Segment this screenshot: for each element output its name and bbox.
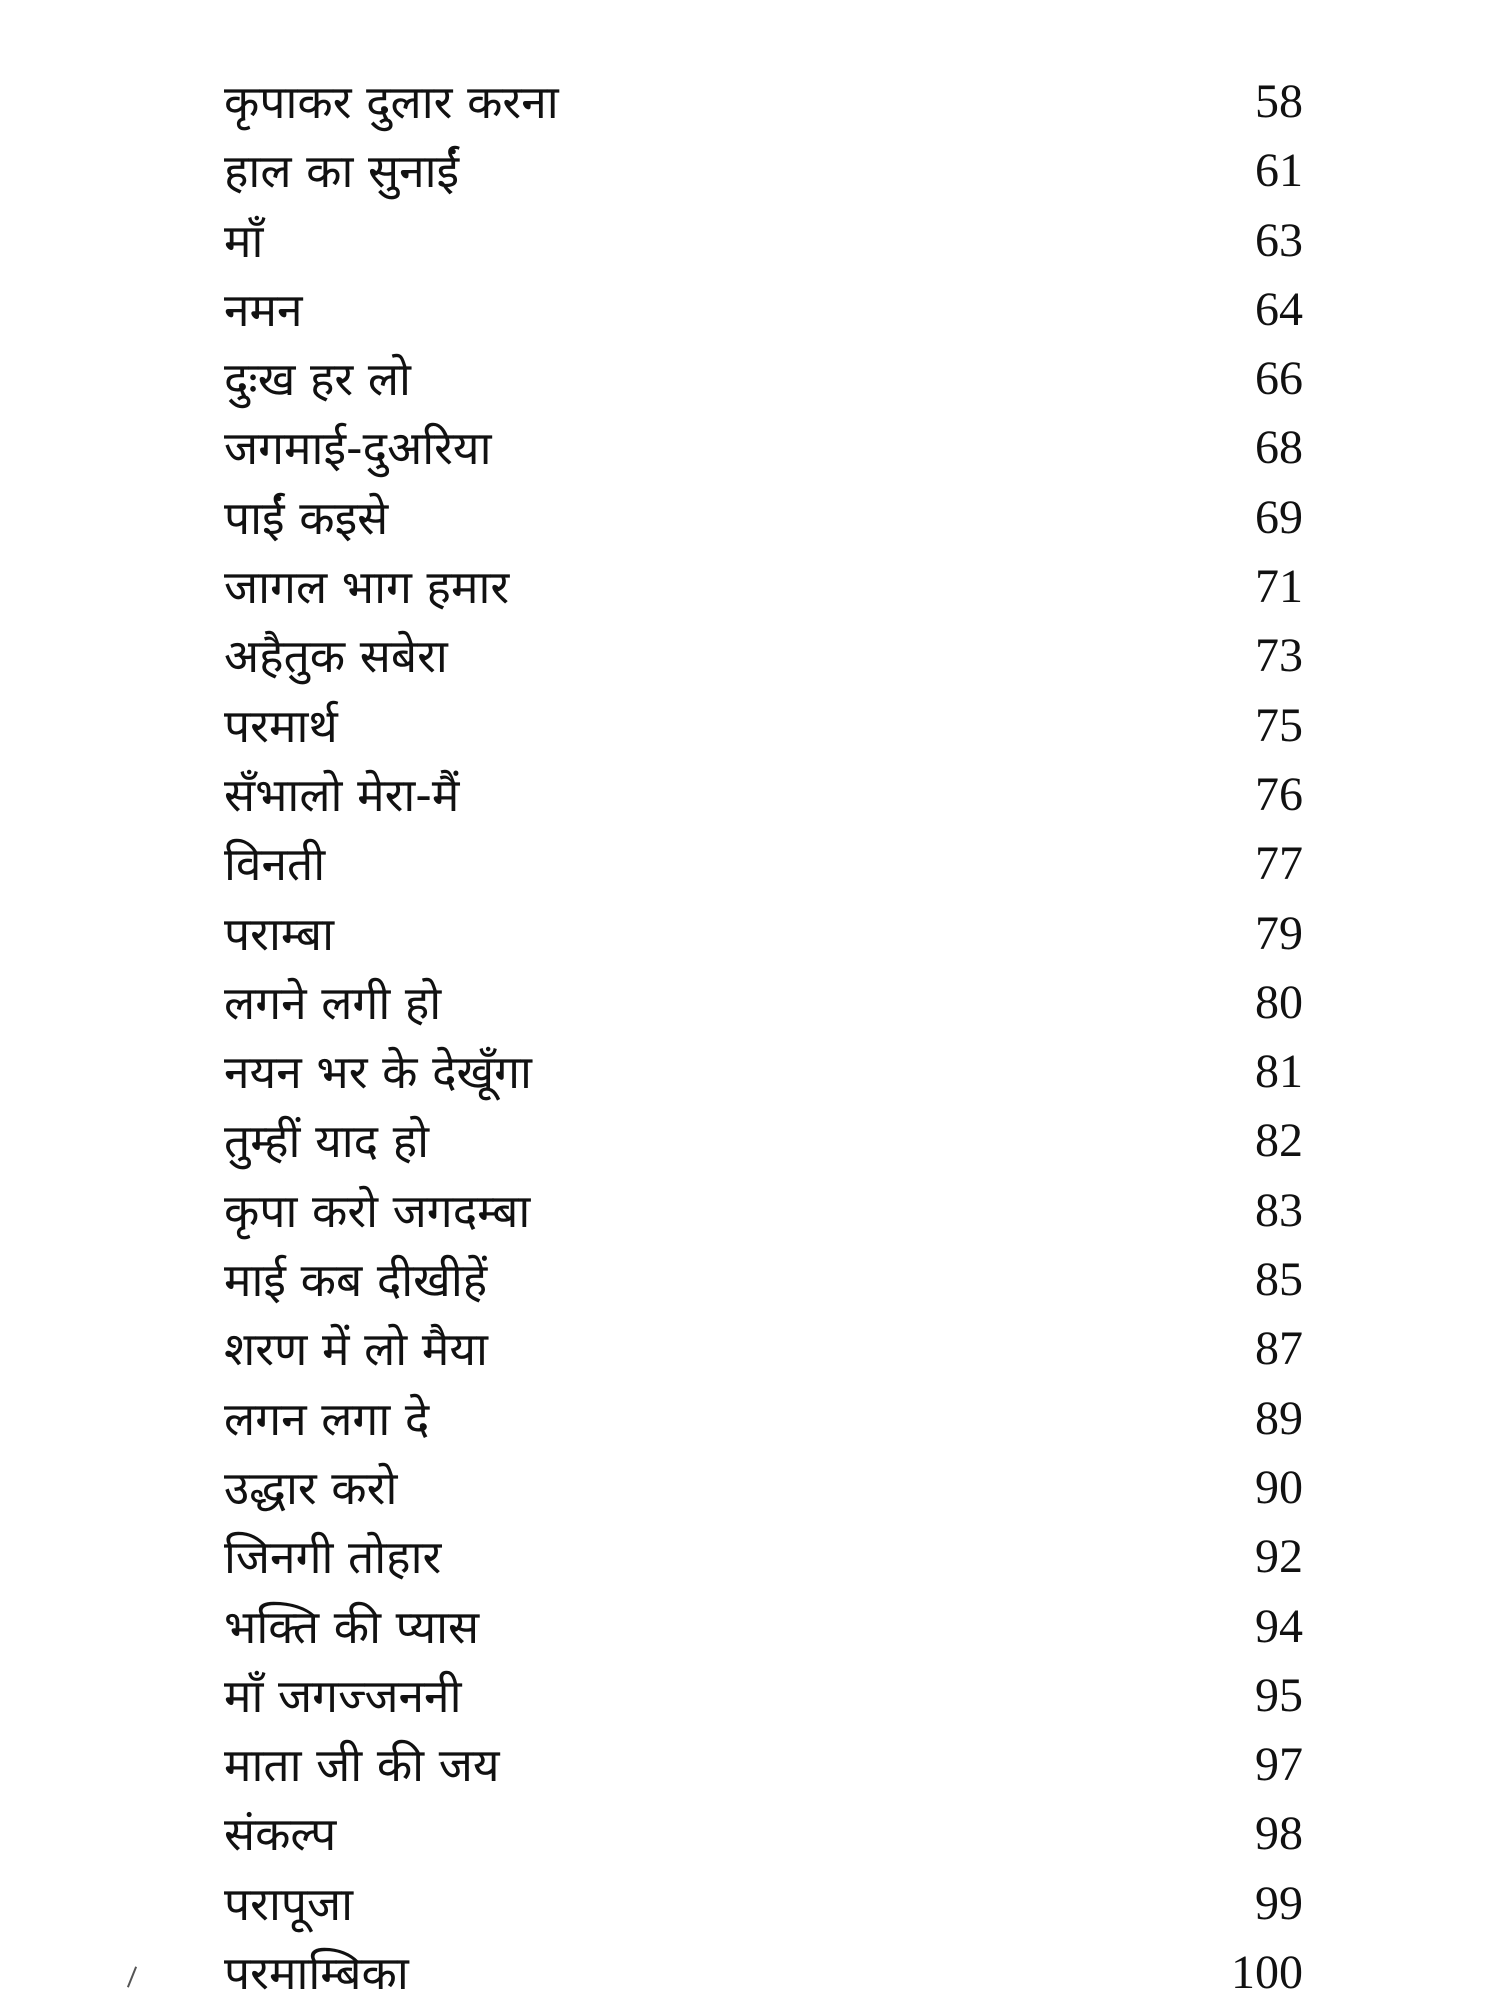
toc-entry-title: पराम्बा: [224, 906, 334, 961]
toc-entry: [0, 1943, 1500, 2012]
table-of-contents: [0, 72, 1500, 2012]
toc-entry-title: परमार्थ: [224, 698, 338, 753]
toc-entry: [0, 418, 1500, 487]
toc-entry-page: 89: [1255, 1391, 1303, 1445]
toc-entry-page: 92: [1255, 1530, 1303, 1584]
toc-entry: [0, 280, 1500, 349]
toc-entry-page: 90: [1255, 1460, 1303, 1514]
toc-entry-title: अहैतुक सबेरा: [224, 629, 448, 684]
toc-entry-page: 100: [1231, 1946, 1303, 2000]
toc-entry-page: 79: [1255, 906, 1303, 960]
toc-entry-title: विनती: [224, 837, 326, 892]
toc-entry-page: 75: [1255, 698, 1303, 752]
toc-entry: [0, 1804, 1500, 1873]
toc-entry-title: जागल भाग हमार: [224, 560, 510, 615]
toc-entry-page: 71: [1255, 560, 1303, 614]
toc-entry-title: पाईं कइसे: [224, 490, 389, 545]
toc-entry: [0, 1042, 1500, 1111]
toc-entry-title: संकल्प: [224, 1807, 337, 1862]
toc-entry-page: 73: [1255, 629, 1303, 683]
toc-entry: [0, 696, 1500, 765]
toc-entry-title: माँ: [224, 213, 264, 268]
toc-entry: [0, 211, 1500, 280]
toc-entry: [0, 1319, 1500, 1388]
toc-entry-page: 83: [1255, 1183, 1303, 1237]
toc-entry-page: 81: [1255, 1045, 1303, 1099]
toc-entry-title: शरण में लो मैया: [224, 1322, 488, 1377]
toc-entry: [0, 626, 1500, 695]
toc-entry: [0, 904, 1500, 973]
toc-entry-page: 64: [1255, 282, 1303, 336]
toc-entry-title: उद्धार करो: [224, 1460, 398, 1515]
toc-entry-page: 77: [1255, 837, 1303, 891]
toc-entry: [0, 973, 1500, 1042]
toc-entry-title: लगने लगी हो: [224, 975, 442, 1030]
toc-entry: [0, 557, 1500, 626]
toc-entry-page: 94: [1255, 1599, 1303, 1653]
toc-entry: [0, 488, 1500, 557]
toc-entry-title: माई कब दीखीहें: [224, 1253, 488, 1308]
toc-entry: [0, 349, 1500, 418]
toc-entry: [0, 1389, 1500, 1458]
toc-entry-title: परमाम्बिका: [224, 1946, 409, 2001]
toc-entry-page: 80: [1255, 975, 1303, 1029]
toc-entry: [0, 1874, 1500, 1943]
toc-entry-title: नमन: [224, 282, 303, 337]
toc-entry-page: 85: [1255, 1253, 1303, 1307]
toc-entry-title: कृपाकर दुलार करना: [224, 75, 559, 129]
toc-entry-title: जगमाई-दुअरिया: [224, 421, 492, 476]
toc-entry: [0, 1666, 1500, 1735]
toc-entry-page: 98: [1255, 1807, 1303, 1861]
toc-entry: [0, 1735, 1500, 1804]
toc-entry-title: तुम्हीं याद हो: [224, 1114, 430, 1169]
toc-entry-title: परापूजा: [224, 1876, 354, 1931]
toc-entry: [0, 1527, 1500, 1596]
toc-entry-title: लगन लगा दे: [224, 1391, 430, 1446]
toc-entry-page: 63: [1255, 213, 1303, 267]
toc-entry: [0, 141, 1500, 210]
toc-entry: [0, 1597, 1500, 1666]
toc-entry-page: 87: [1255, 1322, 1303, 1376]
toc-entry-page: 99: [1255, 1876, 1303, 1930]
toc-entry-page: 61: [1255, 144, 1303, 198]
toc-entry-page: 82: [1255, 1114, 1303, 1168]
toc-entry-page: 97: [1255, 1738, 1303, 1792]
toc-entry-title: माँ जगज्जननी: [224, 1668, 462, 1723]
toc-entry: [0, 834, 1500, 903]
toc-entry: [0, 765, 1500, 834]
toc-entry: [0, 72, 1500, 141]
toc-entry-title: जिनगी तोहार: [224, 1530, 442, 1585]
toc-entry-page: 76: [1255, 767, 1303, 821]
toc-entry: [0, 1181, 1500, 1250]
toc-entry: [0, 1111, 1500, 1180]
toc-entry-page: 66: [1255, 352, 1303, 406]
toc-entry-title: हाल का सुनाईं: [224, 144, 460, 199]
toc-entry: [0, 1458, 1500, 1527]
toc-entry-title: भक्ति की प्यास: [224, 1599, 480, 1654]
toc-entry-page: 69: [1255, 490, 1303, 544]
toc-entry-title: कृपा करो जगदम्बा: [224, 1183, 531, 1238]
toc-entry-page: 58: [1255, 75, 1303, 128]
toc-entry: [0, 1250, 1500, 1319]
toc-entry-title: नयन भर के देखूँगा: [224, 1045, 532, 1100]
toc-entry-title: माता जी की जय: [224, 1738, 500, 1793]
toc-entry-page: 95: [1255, 1668, 1303, 1722]
toc-entry-title: दुःख हर लो: [224, 352, 411, 407]
toc-entry-page: 68: [1255, 421, 1303, 475]
toc-entry-title: सँभालो मेरा-मैं: [224, 767, 460, 822]
